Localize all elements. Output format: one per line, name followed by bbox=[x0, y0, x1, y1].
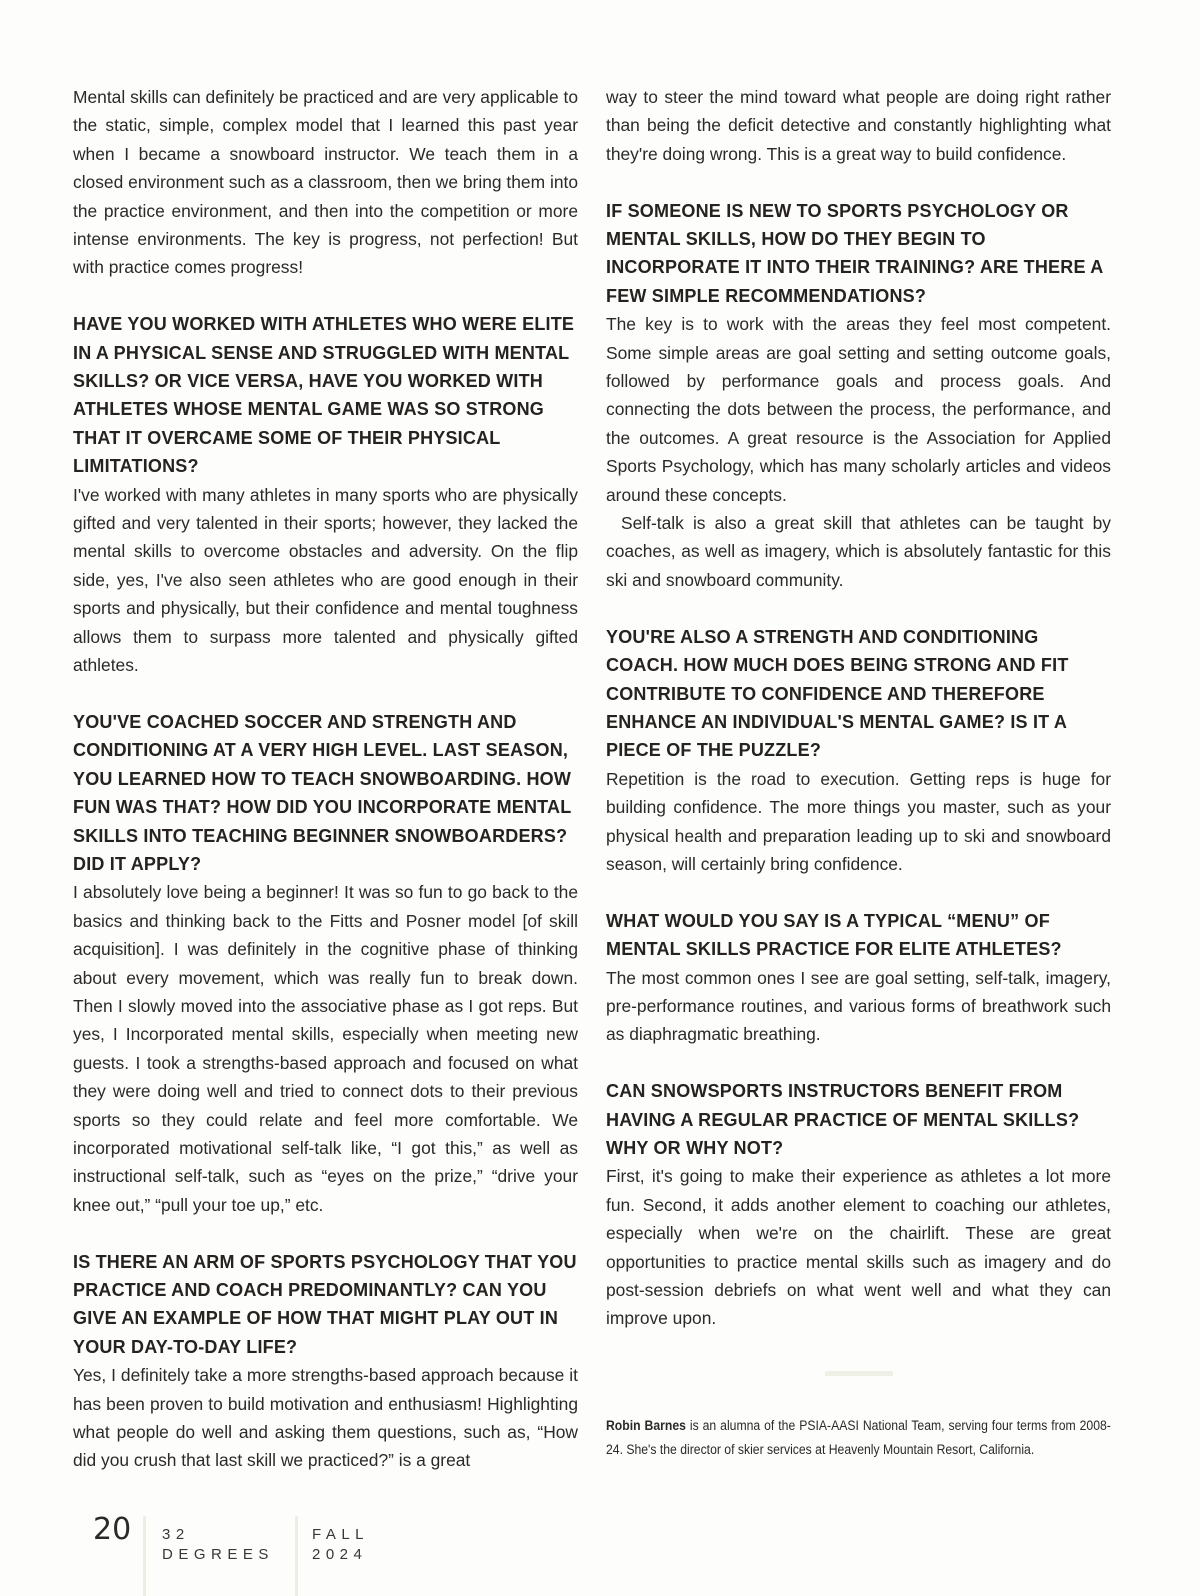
answer-paragraph: I absolutely love being a beginner! It was so fun to go back to the basics and thinking back to the Fitts and Posner model [of skill acquisition]. I was definitely in the cognitive phase of thinking about every movement, which was really fun to break down. Then I slowly moved into the associative phase as I got reps. But yes, I Incorporated mental skills, especially when meeting new guests. I took a strengths-based approach and focused on what they were doing well and tried to connect dots to their previous sports so they could relate and feel more comfortable. We incorporated motivational self-talk like, “I got this,” as well as instructional self-talk, such as “eyes on the prize,” “drive your knee out,” “pull your toe up,” etc. bbox=[73, 882, 578, 1215]
question-heading: IS THERE AN ARM OF SPORTS PSYCHOLOGY THAT YOU PRACTICE AND COACH PREDOMINANTLY? CAN YOU GIVE AN EXAMPLE OF HOW THAT MIGHT PLAY OUT IN YOUR DAY-TO-DAY LIFE? bbox=[73, 1251, 577, 1357]
left-column bbox=[73, 83, 578, 1475]
answer-paragraph: I've worked with many athletes in many sports who are physically gifted and very talented in their sports; however, they lacked the mental skills to overcome obstacles and adversity. On the flip side, yes, I've also seen athletes who are good enough in their sports and physically, but their confidence and mental toughness allows them to surpass more talented and physically gifted athletes. bbox=[73, 484, 578, 676]
page-number: 20 bbox=[93, 1512, 132, 1547]
question-heading: WHAT WOULD YOU SAY IS A TYPICAL “MENU” OF MENTAL SKILLS PRACTICE FOR ELITE ATHLETES? bbox=[606, 910, 1062, 960]
answer-paragraph: The most common ones I see are goal setting, self-talk, imagery, pre-performance routines, and various forms of breathwork such as diaphragmatic breathing. bbox=[606, 967, 1111, 1045]
question-heading: IF SOMEONE IS NEW TO SPORTS PSYCHOLOGY OR MENTAL SKILLS, HOW DO THEY BEGIN TO INCORPORATE IT INTO THEIR TRAINING? ARE THERE A FEW SIMPLE RECOMMENDATIONS? bbox=[606, 200, 1103, 306]
magazine-title: 32 DEGREES bbox=[162, 1526, 274, 1563]
answer-paragraph: The key is to work with the areas they feel most competent. Some simple areas are goal setting and setting outcome goals, followed by performance goals and process goals. And connecting the dots between the process, the performance, and the outcomes. A great resource is the Association for Applied Sports Psychology, which has many scholarly articles and videos around these concepts. bbox=[606, 314, 1111, 505]
right-column bbox=[606, 83, 1111, 1462]
author-name: Robin Barnes bbox=[606, 1417, 686, 1434]
intro-paragraph: Mental skills can definitely be practiced and are very applicable to the static, simple, complex model that I learned this past year when I became a snowboard instructor. We teach them in a closed environment such as a classroom, then we bring them into the practice environment, and then into the competition or more intense environments. The key is progress, not perfection! But with practice comes progress! bbox=[73, 87, 578, 278]
answer-paragraph: way to steer the mind toward what people are doing right rather than being the deficit detective and constantly highlighting what they're doing wrong. This is a great way to build confidence. bbox=[606, 87, 1111, 164]
section-divider bbox=[825, 1371, 893, 1376]
answer-paragraph: Self-talk is also a great skill that athletes can be taught by coaches, as well as imagery, which is absolutely fantastic for this ski and snowboard community. bbox=[606, 513, 1111, 590]
question-heading: CAN SNOWSPORTS INSTRUCTORS BENEFIT FROM HAVING A REGULAR PRACTICE OF MENTAL SKILLS? WHY OR WHY NOT? bbox=[606, 1081, 1080, 1158]
answer-paragraph: First, it's going to make their experience as athletes a lot more fun. Second, it adds another element to coaching our athletes, especially when we're on the chairlift. These are great opportunities to practice mental skills such as imagery and do post-session debriefs on what went well and what they can improve upon. bbox=[606, 1166, 1111, 1329]
author-bio-text: is an alumna of the PSIA-AASI National Team, serving four terms from 2008-24. She's the director of skier services at Heavenly Mountain Resort, California. bbox=[606, 1417, 1111, 1458]
question-heading: HAVE YOU WORKED WITH ATHLETES WHO WERE ELITE IN A PHYSICAL SENSE AND STRUGGLED WITH MENTAL SKILLS? OR VICE VERSA, HAVE YOU WORKED WITH ATHLETES WHOSE MENTAL GAME WAS SO STRONG THAT IT OVERCAME SOME OF THEIR PHYSICAL LIMITATIONS? bbox=[73, 314, 575, 477]
footer-divider bbox=[143, 1516, 146, 1596]
author-bio bbox=[606, 1414, 1111, 1462]
issue-label: FALL 2024 bbox=[312, 1526, 369, 1563]
question-heading: YOU'VE COACHED SOCCER AND STRENGTH AND CONDITIONING AT A VERY HIGH LEVEL. LAST SEASON, YOU LEARNED HOW TO TEACH SNOWBOARDING. HOW FUN WAS THAT? HOW DID YOU INCORPORATE MENTAL SKILLS INTO TEACHING BEGINNER SNOWBOARDERS? DID IT APPLY? bbox=[73, 711, 572, 874]
question-heading: YOU'RE ALSO A STRENGTH AND CONDITIONING COACH. HOW MUCH DOES BEING STRONG AND FIT CONTRIBUTE TO CONFIDENCE AND THEREFORE ENHANCE AN INDIVIDUAL'S MENTAL GAME? IS IT A PIECE OF THE PUZZLE? bbox=[606, 626, 1069, 761]
footer-divider bbox=[295, 1516, 298, 1596]
answer-paragraph: Repetition is the road to execution. Getting reps is huge for building confidence. The more things you master, such as your physical health and preparation leading up to ski and snowboard season, will certainly bring confidence. bbox=[606, 768, 1111, 874]
answer-paragraph: Yes, I definitely take a more strengths-based approach because it has been proven to build motivation and enthusiasm! Highlighting what people do well and asking them questions, such as, “How did you crush that last skill we practiced?” is a great bbox=[73, 1365, 578, 1471]
